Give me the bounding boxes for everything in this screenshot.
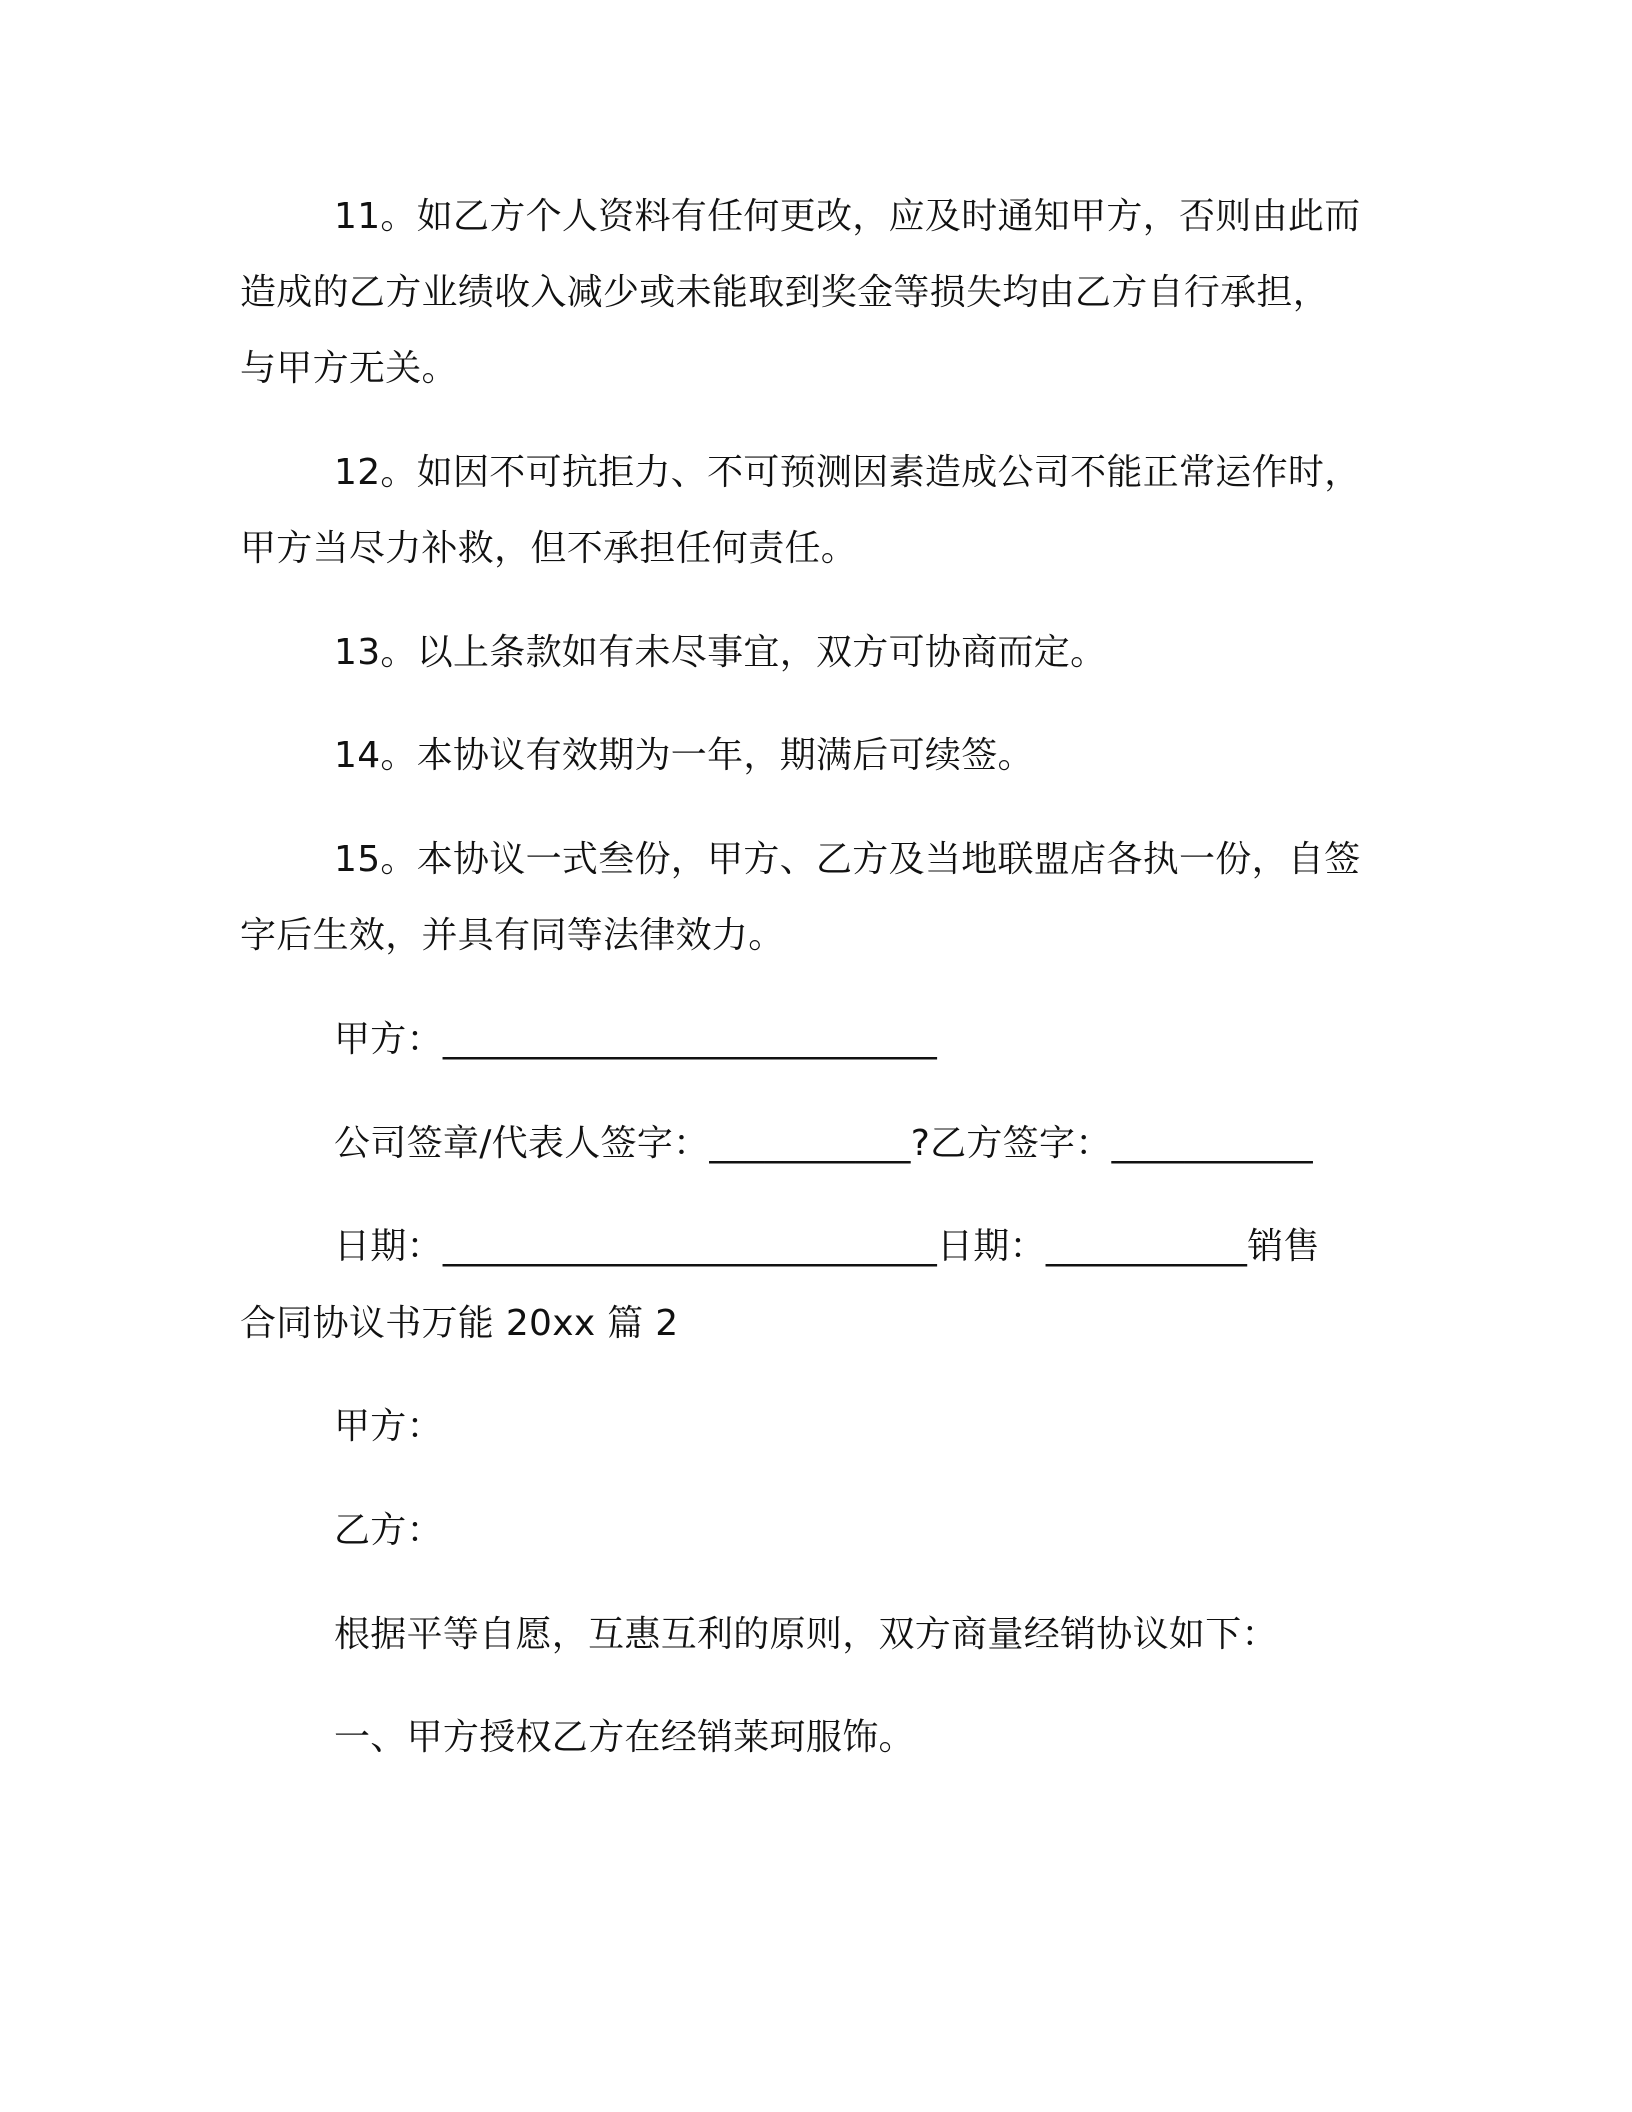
seal-and-signature-line: 公司签章/代表人签字：___________?乙方签字：___________: [334, 1123, 1313, 1164]
preamble: 根据平等自愿，互惠互利的原则，双方商量经销协议如下：: [334, 1614, 1278, 1655]
clause-11-line-2: 造成的乙方业绩收入减少或未能取到奖金等损失均由乙方自行承担，: [240, 272, 1330, 313]
clause-11-line-3: 与甲方无关。: [240, 348, 458, 389]
clause-13: 13。以上条款如有未尽事宜，双方可协商而定。: [334, 632, 1107, 673]
clause-15-line-2: 字后生效，并具有同等法律效力。: [240, 915, 785, 956]
clause-15-line-1: 15。本协议一式叁份，甲方、乙方及当地联盟店各执一份，自签: [334, 839, 1361, 880]
article-one: 一、甲方授权乙方在经销莱珂服饰。: [334, 1717, 915, 1758]
clause-12-line-1: 12。如因不可抗拒力、不可预测因素造成公司不能正常运作时，: [334, 452, 1361, 493]
section-title-line: 合同协议书万能 20xx 篇 2: [240, 1303, 679, 1344]
clause-12-line-2: 甲方当尽力补救，但不承担任何责任。: [240, 528, 858, 569]
clause-11-line-1: 11。如乙方个人资料有任何更改，应及时通知甲方，否则由此而: [334, 196, 1361, 237]
party-a-label: 甲方：: [334, 1406, 443, 1447]
date-line: 日期：___________________________日期：___________销售: [334, 1226, 1320, 1267]
party-b-label: 乙方：: [334, 1510, 443, 1551]
party-a-signature-line: 甲方：___________________________: [334, 1019, 937, 1060]
clause-14: 14。本协议有效期为一年，期满后可续签。: [334, 735, 1034, 776]
